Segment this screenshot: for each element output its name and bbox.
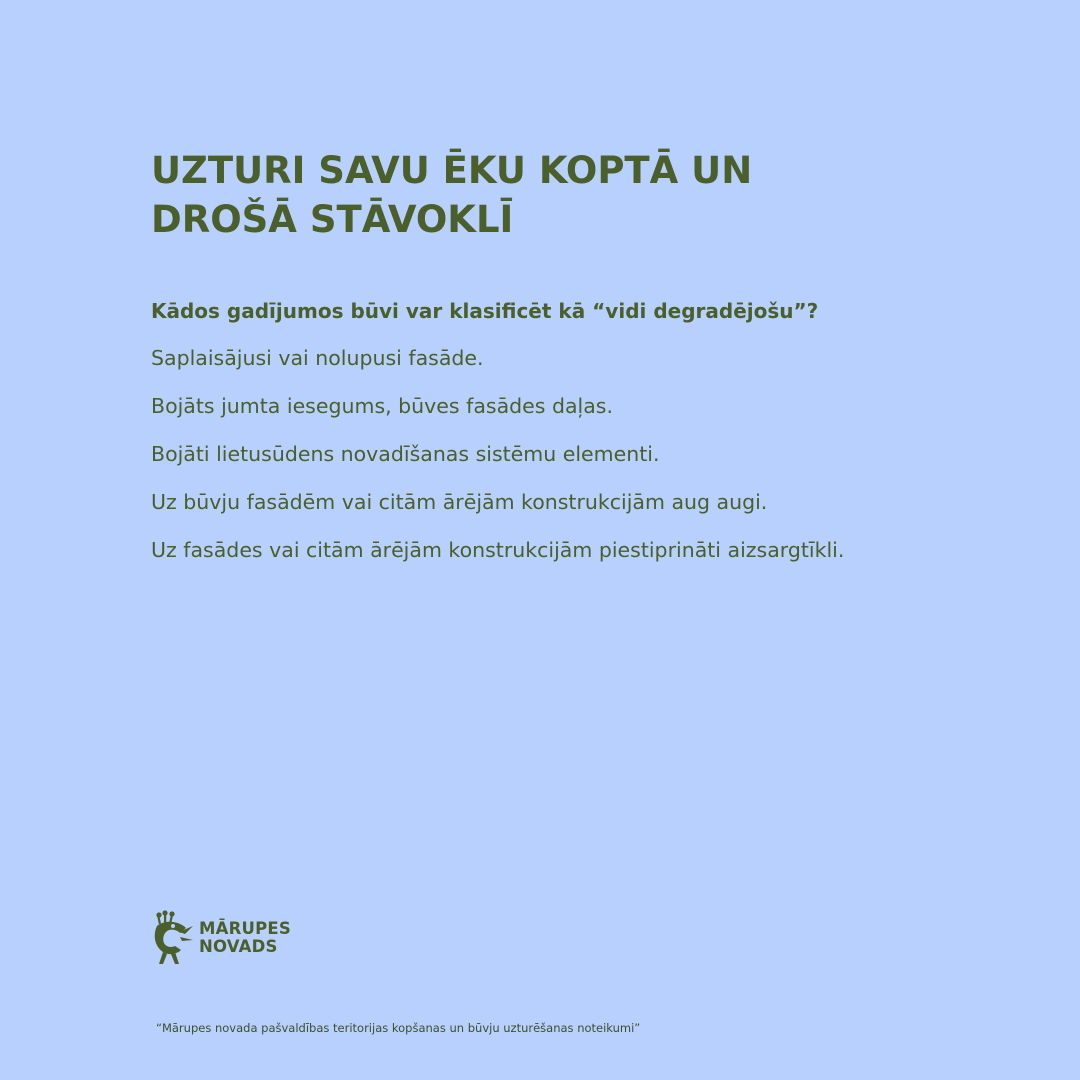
- criteria-list: [151, 345, 895, 585]
- logo-line-1: MĀRUPES: [199, 919, 291, 938]
- list-item: Uz būvju fasādēm vai citām ārējām konstrukcijām aug augi.: [151, 490, 768, 514]
- source-footnote: “Mārupes novada pašvaldības teritorijas kopšanas un būvju uzturēšanas noteikumi”: [156, 1021, 641, 1035]
- list-item: Bojāts jumta iesegums, būves fasādes daļas.: [151, 394, 613, 418]
- question-heading: Kādos gadījumos būvi var klasificēt kā “vidi degradējošu”?: [151, 299, 819, 323]
- page-title: UZTURI SAVU ĒKU KOPTĀ UN DROŠĀ STĀVOKLĪ: [151, 149, 753, 241]
- logo-wordmark: [199, 920, 291, 956]
- logo-line-2: NOVADS: [199, 937, 278, 956]
- list-item: Saplaisājusi vai nolupusi fasāde.: [151, 346, 484, 370]
- bird-logo-icon: [153, 910, 195, 966]
- municipality-logo: [153, 908, 313, 968]
- list-item: Bojāti lietusūdens novadīšanas sistēmu elementi.: [151, 442, 660, 466]
- list-item: Uz fasādes vai citām ārējām konstrukcijām piestiprināti aizsargtīkli.: [151, 538, 845, 562]
